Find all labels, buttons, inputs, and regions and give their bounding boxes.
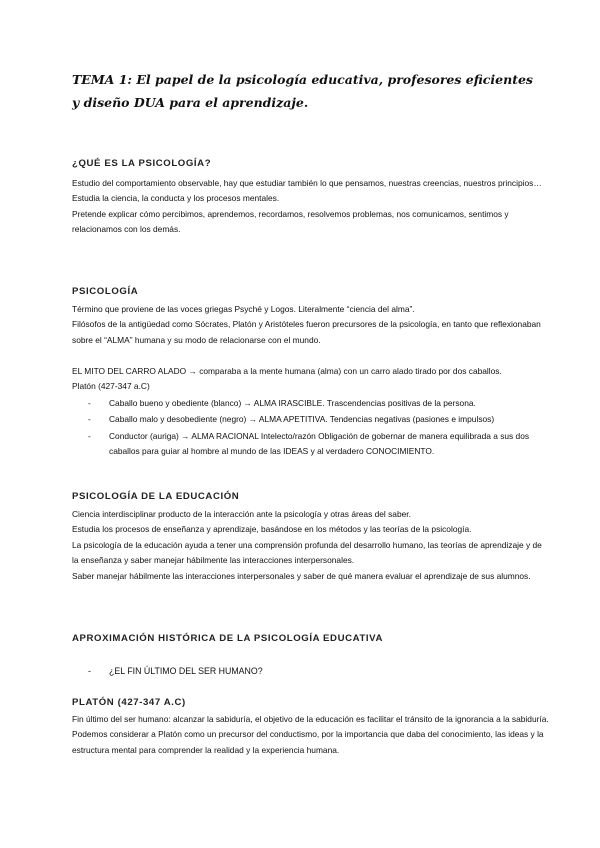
paragraph: Fin último del ser humano: alcanzar la sabiduría, el objetivo de la educación es facilitar el tránsito de la ignorancia a la sabiduría.: [72, 714, 549, 724]
heading-psicologia: PSICOLOGÍA: [72, 286, 139, 297]
list-item: [88, 412, 550, 427]
paragraph: Saber manejar hábilmente las interacciones interpersonales y saber de qué manera evaluar el aprendizaje de sus alumnos.: [72, 570, 531, 581]
list-item: [88, 664, 550, 679]
paragraph: Estudia los procesos de enseñanza y aprendizaje, basándose en los métodos y las teorías de la psicología.: [72, 524, 472, 535]
section-que-es-psicologia: [72, 176, 550, 238]
list-item-text: Caballo bueno y obediente (blanco) → ALMA IRASCIBLE. Trascendencias positivas de la persona.: [109, 398, 476, 408]
paragraph: Platón (427-347 a.C): [72, 381, 150, 392]
list-fin-ultimo: [88, 664, 550, 680]
section-psicologia-educacion: [72, 507, 550, 584]
paragraph: Pretende explicar cómo percibimos, aprendemos, recordamos, resolvemos problemas, nos comunicamos, sentimos y relacionamos con los demás.: [72, 208, 509, 235]
paragraph: Ciencia interdisciplinar producto de la interacción ante la psicología y otras áreas del saber.: [72, 509, 411, 519]
paragraph: Término que proviene de las voces griegas Psyché y Logos. Literalmente “ciencia del alma”.: [72, 304, 415, 314]
heading-platon: PLATÓN (427-347 A.C): [72, 697, 186, 708]
section-psicologia: [72, 302, 550, 348]
bullet-dash: -: [88, 666, 91, 676]
heading-psicologia-educacion: PSICOLOGÍA DE LA EDUCACIÓN: [72, 491, 240, 502]
heading-aproximacion-historica: APROXIMACIÓN HISTÓRICA DE LA PSICOLOGÍA EDUCATIVA: [72, 633, 383, 644]
bullet-dash: -: [88, 430, 91, 441]
document-title: TEMA 1: El papel de la psicología educativa, profesores eficientes y diseño DUA para el aprendizaje.: [72, 72, 533, 110]
list-caballos: [88, 396, 550, 461]
section-mito-carro-alado: [72, 364, 550, 395]
paragraph: Filósofos de la antigüedad como Sócrates, Platón y Aristóteles fueron precursores de la psicología, en tanto que reflexionaban sobre el “ALMA” humana y su modo de relacionarse con el mundo.: [72, 319, 541, 345]
list-item-text: Caballo malo y desobediente (negro) → ALMA APETITIVA. Tendencias negativas (pasiones e impulsos): [109, 414, 495, 425]
paragraph: La psicología de la educación ayuda a tener una comprensión profunda del desarrollo humano, las teorías de aprendizaje y de la enseñanza y saber manejar hábilmente las interacciones interpersonales.: [72, 539, 542, 566]
paragraph: Estudia la ciencia, la conducta y los procesos mentales.: [72, 193, 280, 204]
list-item-text: ¿EL FIN ÚLTIMO DEL SER HUMANO?: [109, 666, 263, 676]
list-item: [88, 396, 550, 411]
paragraph: EL MITO DEL CARRO ALADO → comparaba a la mente humana (alma) con un carro alado tirado por dos caballos.: [72, 366, 502, 376]
section-platon: [72, 712, 550, 758]
paragraph: Podemos considerar a Platón como un precursor del conductismo, por la importancia que daba del conocimiento, las ideas y la estructura mental para comprender la realidad y la experiencia humana.: [72, 729, 544, 755]
bullet-dash: -: [88, 398, 91, 408]
heading-que-es-psicologia: ¿QUÉ ES LA PSICOLOGÍA?: [72, 158, 212, 169]
paragraph: Estudio del comportamiento observable, hay que estudiar también lo que pensamos, nuestras creencias, nuestros principios…: [72, 178, 542, 188]
list-item-text: Conductor (auriga) → ALMA RACIONAL Intelecto/razón Obligación de gobernar de manera equilibrada a sus dos caballos para guiar al hombre al mundo de las IDEAS y al verdadero CONOCIMIENTO.: [109, 430, 530, 457]
bullet-dash: -: [88, 414, 91, 425]
list-item: [88, 429, 550, 460]
